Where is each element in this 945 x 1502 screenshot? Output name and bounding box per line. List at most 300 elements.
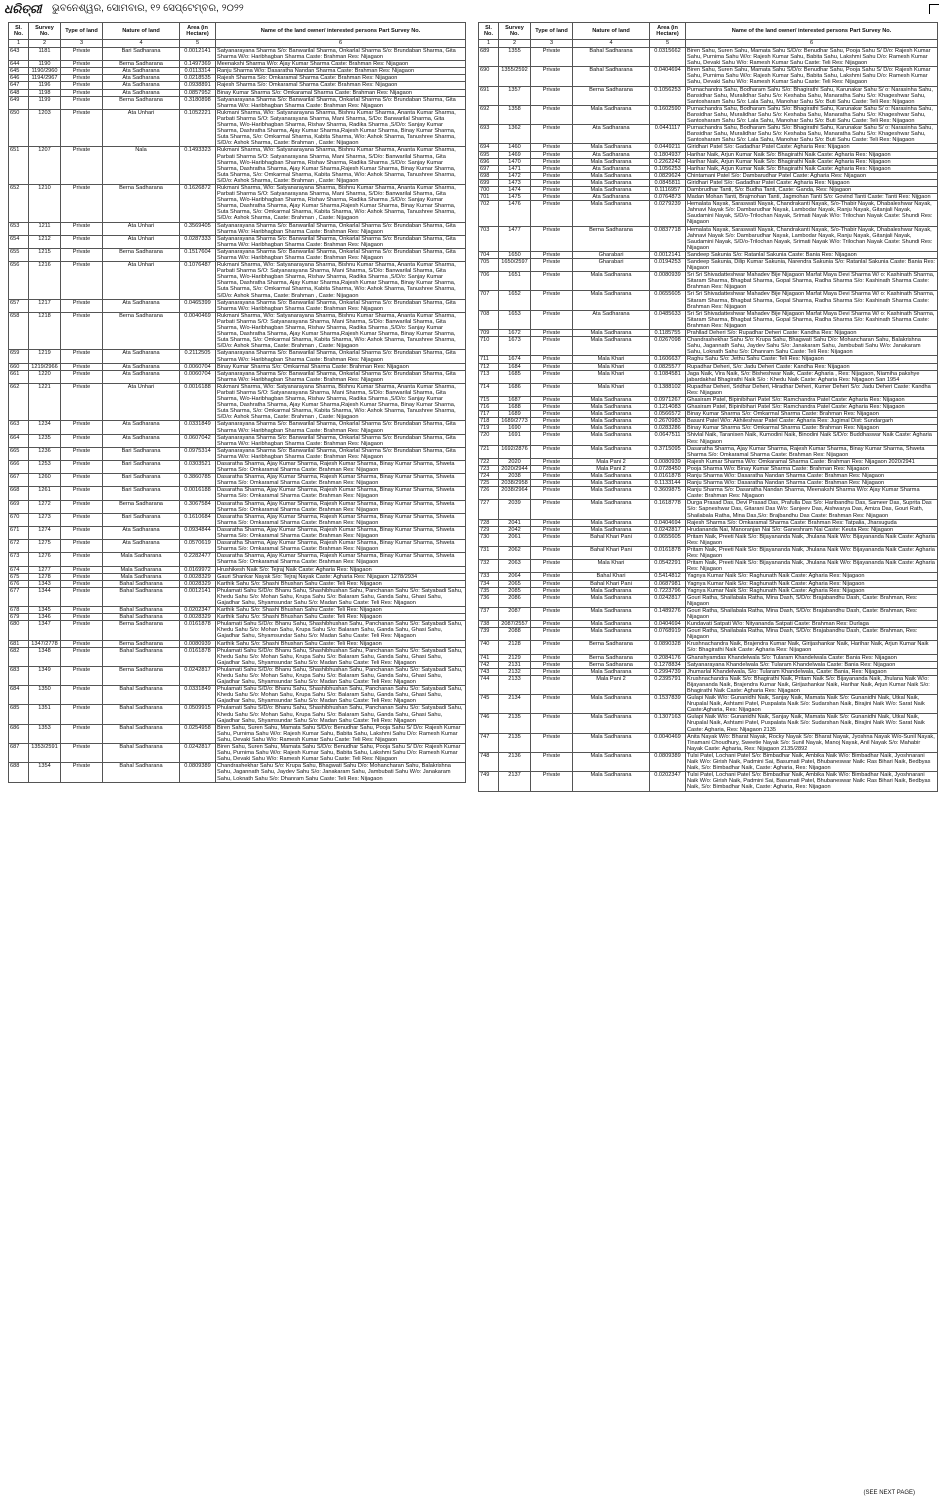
table-row: [479, 573, 938, 580]
cell-owner-names: Durga Prasad Das, Devi Prasad Das, Prafulla Das S/o: Haribandhu Das, Sameer Das, Suprita Das S/o: Sapneshwar Das, Gitarani Das W/o: Sanjeev Das, Aishwarya Das, Amiza Das, Gouri Rath, Shailabala Ratha, Mina Das,S/o: Brajbandhu Das Caste: Brahman Res: Nijagaon: [686, 500, 938, 519]
table-row: [479, 594, 938, 607]
cell-survey-no: 1684: [499, 363, 531, 370]
cell-area: 0.0161878: [650, 547, 686, 560]
cell-area: 0.0404694: [650, 67, 686, 86]
cell-land-nature: Mala Pani 2: [573, 458, 650, 465]
cell-land-nature: Ata Sadharana: [103, 299, 180, 312]
cell-survey-no: 1460: [499, 144, 531, 151]
cell-survey-no: 2135: [499, 714, 531, 733]
table-row: [479, 547, 938, 560]
table-row: [9, 147, 466, 185]
cell-sl-no: 722: [479, 458, 499, 465]
cell-owner-names: Ranju Sharma W/o: Dasaratha Nandan Sharma Caste: Brahman Res: Nijagaon: [686, 473, 938, 480]
cell-owner-names: Satyanarayana Sharma S/o: Banwarilal Sharma, Onkarlal Sharma S/o: Brundaban Sharma, Gita Sharma W/o: Haribhagban Sharma Caste: Brahman Res: Nijagaon: [216, 447, 466, 460]
cell-land-type: Private: [61, 587, 103, 606]
table-row: [479, 526, 938, 533]
cell-owner-names: Karthik Sahu S/o: Shashi Bhushan Sahu Caste: Teli Res: Nijagaon: [216, 614, 466, 621]
cell-area: 0.0169972: [180, 566, 216, 573]
cell-land-type: Private: [531, 194, 573, 201]
cell-sl-no: 717: [479, 411, 499, 418]
cell-owner-names: Pooja Sharma W/o: Binay Kumar Sharma Caste: Brahman Res: Nijagaon: [686, 465, 938, 472]
cell-survey-no: 1653: [499, 310, 531, 329]
cell-land-type: Private: [531, 105, 573, 124]
cell-sl-no: 713: [479, 370, 499, 383]
cell-land-nature: Bahal Khari Pani: [573, 547, 650, 560]
table-row: [479, 752, 938, 771]
table-row: [479, 165, 938, 172]
cell-owner-names: Karthik Sahu S/o: Shashi Bhushan Sahu Caste: Teli Res: Nijagaon: [216, 580, 466, 587]
cell-land-type: Private: [531, 526, 573, 533]
cell-area: 0.1052221: [180, 109, 216, 147]
cell-land-nature: Ata Sadharana: [103, 421, 180, 434]
cell-land-type: Private: [531, 172, 573, 179]
cell-land-type: Private: [61, 75, 103, 82]
cell-sl-no: 724: [479, 473, 499, 480]
cell-land-type: Private: [61, 262, 103, 300]
table-row: [479, 158, 938, 165]
cell-sl-no: 646: [9, 75, 29, 82]
table-row: [479, 473, 938, 480]
cell-area: 0.0303521: [180, 461, 216, 474]
cell-survey-no: 2038: [499, 473, 531, 480]
cell-survey-no: 1198: [29, 89, 61, 96]
cell-area: 0.0465399: [180, 299, 216, 312]
cell-land-type: Private: [531, 125, 573, 144]
table-row: [479, 310, 938, 329]
table-row: [479, 105, 938, 124]
cell-land-nature: Ata Unhari: [103, 383, 180, 421]
table-row: [9, 500, 466, 513]
table-row: [9, 312, 466, 350]
cell-sl-no: 679: [9, 614, 29, 621]
cell-survey-no: 2085: [499, 587, 531, 594]
cell-sl-no: 697: [479, 165, 499, 172]
cell-land-nature: Ata Sadharana: [103, 370, 180, 383]
cell-land-type: Private: [531, 356, 573, 363]
table-row: [9, 461, 466, 474]
cell-owner-names: Dasaratha Sharma, Ajay Kumar Sharma, Rajesh Kumar Sharma, Binay Kumar Sharma, Shweta Sharma S/o: Omkaramal Sharma Caste: Brahman Res: Nijagaon: [216, 553, 466, 566]
cell-land-type: Private: [531, 752, 573, 771]
cell-land-type: Private: [531, 473, 573, 480]
cell-land-type: Private: [531, 179, 573, 186]
table-row: [479, 628, 938, 641]
cell-land-type: Private: [531, 67, 573, 86]
cell-sl-no: 687: [9, 744, 29, 763]
cell-owner-names: Giridhari Patel S/o: Gadadhar Patel Caste: Agharia Res: Nijagaon: [686, 144, 938, 151]
cell-survey-no: 1215: [29, 248, 61, 261]
corner-mark-icon: [929, 4, 939, 14]
cell-owner-names: Hrudananda Nai, Manoranjan Nai S/o: Ganeshram Nai Caste: Keuta Res: Nijagaon: [686, 526, 938, 533]
cell-land-nature: Mala Sadharana: [573, 337, 650, 356]
cell-area: 0.0607042: [180, 434, 216, 447]
cell-land-type: Private: [531, 668, 573, 675]
cell-land-type: Private: [531, 594, 573, 607]
cell-sl-no: 692: [479, 105, 499, 124]
cell-sl-no: 660: [9, 363, 29, 370]
cell-area: 0.0971267: [650, 396, 686, 403]
cell-land-nature: Mala Sadharana: [103, 573, 180, 580]
cell-land-type: Private: [531, 628, 573, 641]
table-row: [479, 654, 938, 661]
cell-sl-no: 695: [479, 151, 499, 158]
cell-owner-names: Phulamati Sahu S/D/o: Bhanu Sahu, Shashibhushan Sahu, Panchanan Sahu S/o: Satyabadi Sahu, Khedu Sahu S/o: Mohan Sahu, Krupa Sahu S/o: Balaram Sahu, Ganda Sahu, Ghasi Sahu, Gajadhar Sahu, Shyamsundar Sahu S/o: Madan Sahu Caste: Teli Res: Nijagaon: [216, 705, 466, 724]
table-row: [479, 411, 938, 418]
cell-area: 0.0161878: [180, 621, 216, 640]
cell-land-nature: Bahal Sadharana: [103, 686, 180, 705]
cell-land-nature: Ata Sadharana: [103, 350, 180, 363]
cell-owner-names: Harihar Naik, Arjun Kumar Naik S/o: Bhagirathi Naik Caste: Agharia Res: Nijagaon: [686, 151, 938, 158]
cell-land-type: Private: [61, 89, 103, 96]
cell-survey-no: 1650/2597: [499, 259, 531, 272]
cell-owner-names: Karthik Sahu S/o: Shashi Bhushan Sahu Caste: Teli Res: Nijagaon: [216, 607, 466, 614]
cell-land-type: Private: [61, 222, 103, 235]
cell-area: 0.0202347: [650, 772, 686, 791]
cell-owner-names: Biren Sahu, Suren Sahu, Mamata Sahu S/D/o: Benudhar Sahu, Pooja Sahu S/ D/o: Rajesh Kumar Sahu, Purnima Sahu W/o: Rajesh Kumar Sahu, Babita Sahu, Lakshmi Sahu D/o: Ramesh Kumar Sahu, Devaki Sahu W/o: Ramesh Kumar Sahu Caste: Teli Res: Nijagaon: [216, 744, 466, 763]
cell-owner-names: Harihar Naik, Arjun Kumar Naik S/o: Bhagirathi Naik Caste: Agharia Res: Nijagaon: [686, 158, 938, 165]
cell-survey-no: 1672: [499, 330, 531, 337]
cell-area: 0.1084581: [650, 370, 686, 383]
table-row: [479, 363, 938, 370]
cell-owner-names: Rukmani Sharma, W/o: Satyanarayana Sharma, Bishnu Kumar Sharma, Ananta Kumar Sharma, Parbati Sharma S/O: Satyanarayana Sharma, Mani Sharma, S/D/o: Banwarilal Sharma, Gita Sharma, W/o-Haribhagban Sharma, Rishav Sharma, Radika Sharma ,S/D/o: Sanjay Kumar Sharma, Dashratha Sharma, Ajay Kumar Sharma,Rajesh Kumar Sharma, Binay Kumar Sharma, Suta Sharma, S/o: Omkarmal Sharma, Kabita Sharma, W/o: Ashok Sharma, Tanushree Sharma, S/D/o: Ashok Sharma, Caste: Brahman , Caste: Nijagaon: [216, 262, 466, 300]
table-row: [479, 560, 938, 573]
table-row: [9, 434, 466, 447]
cell-land-nature: Mala Sadharana: [573, 144, 650, 151]
cell-area: 0.0113314: [180, 68, 216, 75]
cell-sl-no: 673: [9, 553, 29, 566]
cell-owner-names: Rukmani Sharma, W/o: Satyanarayana Sharma, Bishnu Kumar Sharma, Ananta Kumar Sharma, Parbati Sharma S/O: Satyanarayana Sharma, Mani Sharma, S/Do: Banwarilal Sharma, Gita Sharma, W/o-Haribhagban Sharma, Rishav Sharma, Radika Sharma ,S/D/o: Sanjay Kumar Sharma, Dashratha Sharma, Ajay Kumar Sharma,Rajesh Kumar Sharma, Binay Kumar Sharma, Suta Sharma, S/o: Omkarmal Sharma, Kabita Sharma, W/o: Ashok Sharma, Tanushree Sharma, S/D/o: Ashok Sharma, Caste: Brahman , Caste: Nijagaon: [216, 109, 466, 147]
cell-survey-no: 1358: [499, 105, 531, 124]
cell-land-nature: Berna Sadharana: [103, 621, 180, 640]
cell-land-nature: Mala Sadharana: [103, 553, 180, 566]
cell-area: 0.0728450: [650, 465, 686, 472]
cell-survey-no: 1688: [499, 404, 531, 411]
cell-area: 0.0287333: [180, 235, 216, 248]
cell-land-type: Private: [61, 248, 103, 261]
cell-land-type: Private: [531, 675, 573, 694]
cell-area: 0.0202347: [180, 607, 216, 614]
table-row: [9, 299, 466, 312]
cell-owner-names: Krushnachandra Naik S/o: Bhagirathi Naik, Pritam Naik S/o: Bijayananda Naik, Jhulana Naik W/o: Bijayananda Naik, Brajendra Kumar Naik, Girijashankar Naik, Harihar Naik, Arjun Kumar Naik S/o: Bhagirathi Naik Caste: Agharia Res: Nijagaon: [686, 675, 938, 694]
table-row: [479, 607, 938, 620]
cell-land-nature: Bahal Sadharana: [103, 580, 180, 587]
cell-land-nature: Mala Sadharana: [573, 607, 650, 620]
cell-area: 0.5414812: [650, 573, 686, 580]
cell-survey-no: 2087: [499, 607, 531, 620]
cell-land-type: Private: [531, 383, 573, 396]
cell-owner-names: Satyanarayana Sharma S/o: Banwarilal Sharma, Onkarlal Sharma S/o: Brundaban Sharma, Gita Sharma W/o: Haribhagban Sharma Caste: Brahman Res: Nijagaon: [216, 222, 466, 235]
cell-owner-names: Rajesh Sharma S/o: Omkaramal Sharma Caste: Brahman Res: Tatpalia, Jharsuguda: [686, 519, 938, 526]
cell-survey-no: 1350: [29, 686, 61, 705]
cell-land-nature: Mala Sadharana: [573, 714, 650, 733]
cell-land-nature: Bahal Sadharana: [103, 724, 180, 743]
cell-land-nature: Berna Sadharana: [103, 96, 180, 109]
cell-survey-no: 2039: [499, 500, 531, 519]
cell-survey-no: 2131: [499, 661, 531, 668]
cell-area: 0.1618778: [650, 500, 686, 519]
cell-owner-names: Pritam Naik, Preeti Naik S/o: Bijayananda Naik, Jhulana Naik W/o: Bijayananda Naik Caste: Agharia Res: Nijagaon: [686, 547, 938, 560]
table-row: [479, 641, 938, 654]
cell-land-nature: Ata Sadharana: [103, 434, 180, 447]
cell-land-type: Private: [531, 547, 573, 560]
cell-sl-no: 746: [479, 714, 499, 733]
cell-land-nature: Mala Khari: [573, 383, 650, 396]
cell-area: 0.0764873: [650, 194, 686, 201]
cell-area: 0.0857952: [180, 89, 216, 96]
cell-survey-no: 1216: [29, 262, 61, 300]
cell-survey-no: 2064: [499, 573, 531, 580]
cell-land-nature: Ata Unhari: [103, 262, 180, 300]
cell-owner-names: Phulamati Sahu S/D/o: Bhanu Sahu, Shashibhushan Sahu, Panchanan Sahu S/o: Satyabadi Sahu, Khedu Sahu S/o: Mohan Sahu, Krupa Sahu S/o: Balaram Sahu, Ganda Sahu, Ghasi Sahu, Gajadhar Sahu, Shyamsundar Sahu S/o: Madan Sahu Caste: Teli Res: Nijagaon: [216, 621, 466, 640]
cell-area: 0.0890328: [650, 641, 686, 654]
cell-owner-names: Sandeep Sakunia S/o: Ratanlal Sakunia Caste: Bania Res: Nijagaon: [686, 251, 938, 258]
cell-land-nature: Mala Khari: [573, 560, 650, 573]
table-row: [479, 370, 938, 383]
cell-survey-no: 2132: [499, 668, 531, 675]
newspaper-logo: ଧରିତ୍ରୀ: [4, 2, 42, 16]
cell-survey-no: 1217: [29, 299, 61, 312]
table-row: [9, 763, 466, 782]
cell-land-type: Private: [531, 587, 573, 594]
cell-land-type: Private: [61, 500, 103, 513]
cell-area: 0.2282477: [180, 553, 216, 566]
cell-land-type: Private: [531, 251, 573, 258]
table-body: [479, 48, 938, 792]
cell-sl-no: 733: [479, 573, 499, 580]
cell-area: 0.0404694: [650, 621, 686, 628]
cell-survey-no: 1190/2960: [29, 68, 61, 75]
cell-area: 0.0975314: [180, 447, 216, 460]
table-row: [9, 640, 466, 647]
cell-land-nature: Mala Sadharana: [573, 500, 650, 519]
cell-land-nature: Mala Sadharana: [573, 445, 650, 458]
col-index: 3: [531, 40, 573, 48]
cell-sl-no: 670: [9, 513, 29, 526]
cell-survey-no: 2020: [499, 458, 531, 465]
cell-owner-names: Krushnachandra Naik, Brajendra Kumar Naik, Girijashankar Naik, Harihar Naik, Arjun Kumar Naik S/o: Bhagirathi Naik Caste: Agharia Res: Nijagaon: [686, 641, 938, 654]
cell-sl-no: 699: [479, 179, 499, 186]
cell-owner-names: Pritam Naik, Preeti Naik S/o: Bijayananda Naik, Jhulana Naik W/o: Bijayananda Naik Caste: Agharia Res: Nijagaon: [686, 560, 938, 573]
cell-sl-no: 702: [479, 201, 499, 226]
cell-land-type: Private: [61, 184, 103, 222]
cell-land-nature: Berna Sadharana: [103, 666, 180, 685]
cell-owner-names: Binay Kumar Sharma S/o: Omkarmal Sharma Caste: Brahman Res: Nijagaon: [216, 363, 466, 370]
cell-survey-no: 1219: [29, 350, 61, 363]
cell-survey-no: 1236: [29, 447, 61, 460]
cell-owner-names: Dambrudhar Tanti, S/o: Budha Tanti, Caste: Ganda, Res: Nijagaon: [686, 186, 938, 193]
cell-sl-no: 644: [9, 61, 29, 68]
table-row: [9, 474, 466, 487]
cell-owner-names: Binay Kumar Sharma S/o: Omkarmal Sharma Caste: Brahman Res: Nijagaon: [686, 411, 938, 418]
cell-land-nature: Ata Sadharana: [573, 125, 650, 144]
cell-area: 0.0687981: [650, 580, 686, 587]
cell-area: 0.1602590: [650, 105, 686, 124]
cell-land-type: Private: [531, 733, 573, 752]
cell-land-type: Private: [531, 337, 573, 356]
cell-owner-names: Satyanarayana Sharma S/o: Banwarilal Sharma, Onkarlal Sharma S/o: Brundaban Sharma, Gita Sharma W/o: Haribhagban Sharma Caste: Brahman Res: Nijagaon: [216, 434, 466, 447]
cell-land-nature: Ata Unhari: [103, 235, 180, 248]
cell-owner-names: Raghu Sahu S/o: Jethu Sahu Caste: Teli Res: Nijagaon: [686, 356, 938, 363]
cell-land-type: Private: [531, 396, 573, 403]
table-row: [9, 363, 466, 370]
cell-sl-no: 668: [9, 487, 29, 500]
cell-owner-names: Satyanarayana Sharma S/o: Banwarilal Sharma, Onkarlal Sharma S/o: Brundaban Sharma, Gita Sharma W/o: Haribhagban Sharma Caste: Brahman Res: Nijagaon: [216, 235, 466, 248]
table-row: [479, 714, 938, 733]
cell-land-type: Private: [531, 487, 573, 500]
cell-owner-names: Satyanarayana Sharma S/o: Banwarilal Sharma, Onkarlal Sharma S/o: Brundaban Sharma, Gita Sharma W/o: Haribhagban Sharma Caste: Brahman Res: Nijagaon: [216, 350, 466, 363]
cell-land-type: Private: [531, 291, 573, 310]
cell-area: 0.3569405: [180, 222, 216, 235]
cell-land-nature: Mala Sadharana: [573, 695, 650, 714]
cell-sl-no: 704: [479, 251, 499, 258]
cell-owner-names: Gulapi Naik W/o: Gunanidhi Naik, Sanjay Naik, Mamata Naik S/o: Gunanidhi Naik, Utkal Naik, Nrupalal Naik, Ashtami Patel, Puspalata Naik S/o: Sudarshan Naik, Birajini Naik W/o: Sarat Naik Caste:Agharia, Res: Nijagaon: [686, 695, 938, 714]
cell-owner-names: Shivlal Naik, Taranisen Naik, Kumodini Naik, Binodini Naik S/D/o: Buddhaswar Naik Caste: Agharia Res: Nijagaon: [686, 432, 938, 445]
table-row: [479, 125, 938, 144]
cell-area: 0.2084176: [650, 654, 686, 661]
cell-survey-no: 1212: [29, 235, 61, 248]
cell-sl-no: 727: [479, 500, 499, 519]
table-body: [9, 48, 466, 783]
cell-sl-no: 676: [9, 580, 29, 587]
cell-sl-no: 740: [479, 641, 499, 654]
cell-owner-names: Dasaratha Sharma, Ajay Kumar Sharma, Rajesh Kumar Sharma, Binay Kumar Sharma, Shweta Sharma S/o: Omkaramal Sharma Caste: Brahman Res: Nijagaon: [216, 500, 466, 513]
cell-sl-no: 658: [9, 312, 29, 350]
cell-sl-no: 662: [9, 383, 29, 421]
cell-land-type: Private: [61, 614, 103, 621]
cell-sl-no: 661: [9, 370, 29, 383]
cell-sl-no: 715: [479, 396, 499, 403]
cell-land-type: Private: [531, 519, 573, 526]
cell-sl-no: 721: [479, 445, 499, 458]
table-row: [479, 487, 938, 500]
column-index-row: [9, 40, 466, 48]
cell-land-nature: Mala Khari: [573, 363, 650, 370]
cell-area: 0.1056253: [650, 86, 686, 105]
cell-land-type: Private: [531, 330, 573, 337]
cell-owner-names: Pritam Naik, Preeti Naik S/o: Bijayananda Naik, Jhulana Naik W/o: Bijayananda Naik Caste: Agharia Res: Nijagaon: [686, 533, 938, 546]
cell-area: 0.0809389: [650, 752, 686, 771]
table-row: [479, 194, 938, 201]
cell-sl-no: 728: [479, 519, 499, 526]
cell-land-nature: Ata Sadharana: [103, 540, 180, 553]
table-row: [479, 251, 938, 258]
cell-sl-no: 648: [9, 89, 29, 96]
col-index: 1: [9, 40, 29, 48]
cell-owner-names: Gulapi Naik W/o: Gunanidhi Naik, Sanjay Naik, Mamata Naik S/o: Gunanidhi Naik, Utkal Naik, Nrupalal Naik, Ashtami Patel, Puspalata Naik S/o: Sudarshan Naik, Birajini Naik W/o: Sarat Naik Caste: Agharia, Res: Nijagaon 2135: [686, 714, 938, 733]
cell-owner-names: Dasaratha Sharma, Ajay Kumar Sharma, Rajesh Kumar Sharma, Binay Kumar Sharma, Shweta Sharma S/o: Omkaramal Sharma Caste: Brahman Res: Nijagaon: [216, 526, 466, 539]
cell-survey-no: 1203: [29, 109, 61, 147]
cell-land-nature: Mala Pani 2: [573, 675, 650, 694]
cell-owner-names: Ghasiram Patel, Bipinibihari Patel S/o: Ramchandra Patel Caste: Agharia Res: Nijagaon: [686, 404, 938, 411]
cell-survey-no: 1347: [29, 621, 61, 640]
cell-survey-no: 1273: [29, 513, 61, 526]
cell-land-nature: Bari Sadharana: [103, 487, 180, 500]
cell-land-type: Private: [531, 500, 573, 519]
cell-area: 0.2395791: [650, 675, 686, 694]
cell-area: 0.1185755: [650, 330, 686, 337]
cell-land-type: Private: [531, 370, 573, 383]
cell-sl-no: 705: [479, 259, 499, 272]
cell-survey-no: 2133: [499, 675, 531, 694]
cell-land-type: Private: [531, 259, 573, 272]
table-row: [9, 724, 466, 743]
cell-area: 0.0016188: [180, 383, 216, 421]
cell-area: 0.2112505: [180, 350, 216, 363]
cell-land-nature: Ata Sadharana: [103, 89, 180, 96]
cell-land-type: Private: [531, 165, 573, 172]
table-row: [479, 432, 938, 445]
table-row: [479, 186, 938, 193]
cell-area: 0.0028329: [180, 573, 216, 580]
cell-survey-no: 1674: [499, 356, 531, 363]
cell-land-type: Private: [61, 235, 103, 248]
table-row: [479, 67, 938, 86]
col-index: 1: [479, 40, 499, 48]
table-row: [479, 580, 938, 587]
cell-survey-no: 2135: [499, 733, 531, 752]
cell-area: 0.1497369: [180, 61, 216, 68]
cell-sl-no: 685: [9, 705, 29, 724]
cell-land-nature: Mala Sadharana: [573, 772, 650, 791]
cell-land-type: Private: [61, 526, 103, 539]
cell-owner-names: Ranju Sharma W/o: Dasaratha Nandan Sharma Caste: Brahman Res: Nijagaon: [216, 68, 466, 75]
table-row: [9, 526, 466, 539]
cell-land-nature: Bahal Sadharana: [573, 67, 650, 86]
cell-land-nature: Mala Sadharana: [573, 411, 650, 418]
table-row: [479, 621, 938, 628]
cell-land-type: Private: [61, 686, 103, 705]
cell-survey-no: 1692/2876: [499, 445, 531, 458]
cell-sl-no: 663: [9, 421, 29, 434]
cell-survey-no: 2042: [499, 526, 531, 533]
cell-sl-no: 667: [9, 474, 29, 487]
cell-survey-no: 1355/2592: [499, 67, 531, 86]
cell-sl-no: 654: [9, 235, 29, 248]
table-row: [479, 356, 938, 363]
cell-land-nature: Bahal Sadharana: [103, 614, 180, 621]
cell-survey-no: 2038/2964: [499, 487, 531, 500]
cell-sl-no: 686: [9, 724, 29, 743]
cell-survey-no: 1474: [499, 186, 531, 193]
cell-sl-no: 736: [479, 594, 499, 607]
cell-land-type: Private: [61, 474, 103, 487]
cell-land-type: Private: [61, 640, 103, 647]
cell-sl-no: 643: [9, 48, 29, 61]
cell-land-nature: Bari Sadharana: [103, 447, 180, 460]
cell-land-nature: Mala Sadharana: [573, 432, 650, 445]
cell-owner-names: Rajesh Sharma S/o: Omkaramal Sharma Caste: Brahman Res: Nijagaon: [216, 75, 466, 82]
cell-land-type: Private: [531, 411, 573, 418]
cell-sl-no: 706: [479, 272, 499, 291]
cell-land-type: Private: [531, 201, 573, 226]
cell-survey-no: 1652: [499, 291, 531, 310]
cell-survey-no: 1691: [499, 432, 531, 445]
cell-land-nature: Mala Sadharana: [573, 291, 650, 310]
cell-sl-no: 730: [479, 533, 499, 546]
table-row: [9, 487, 466, 500]
cell-owner-names: Rajesh Sharma S/o: Omkaramal Sharma Caste: Brahman Res: Nijagaon: [216, 82, 466, 89]
cell-survey-no: 1276: [29, 553, 61, 566]
col-header-sl: Sl. No.: [479, 23, 499, 40]
table-row: [479, 465, 938, 472]
table-row: [479, 291, 938, 310]
col-header-owner: Name of the land owner/ interested persons Part Survey No.: [686, 23, 938, 40]
cell-land-nature: Ata Unhari: [103, 222, 180, 235]
table-row: [9, 580, 466, 587]
table-row: [479, 500, 938, 519]
cell-survey-no: 2041: [499, 519, 531, 526]
cell-area: 0.0845811: [650, 179, 686, 186]
cell-land-type: Private: [61, 350, 103, 363]
